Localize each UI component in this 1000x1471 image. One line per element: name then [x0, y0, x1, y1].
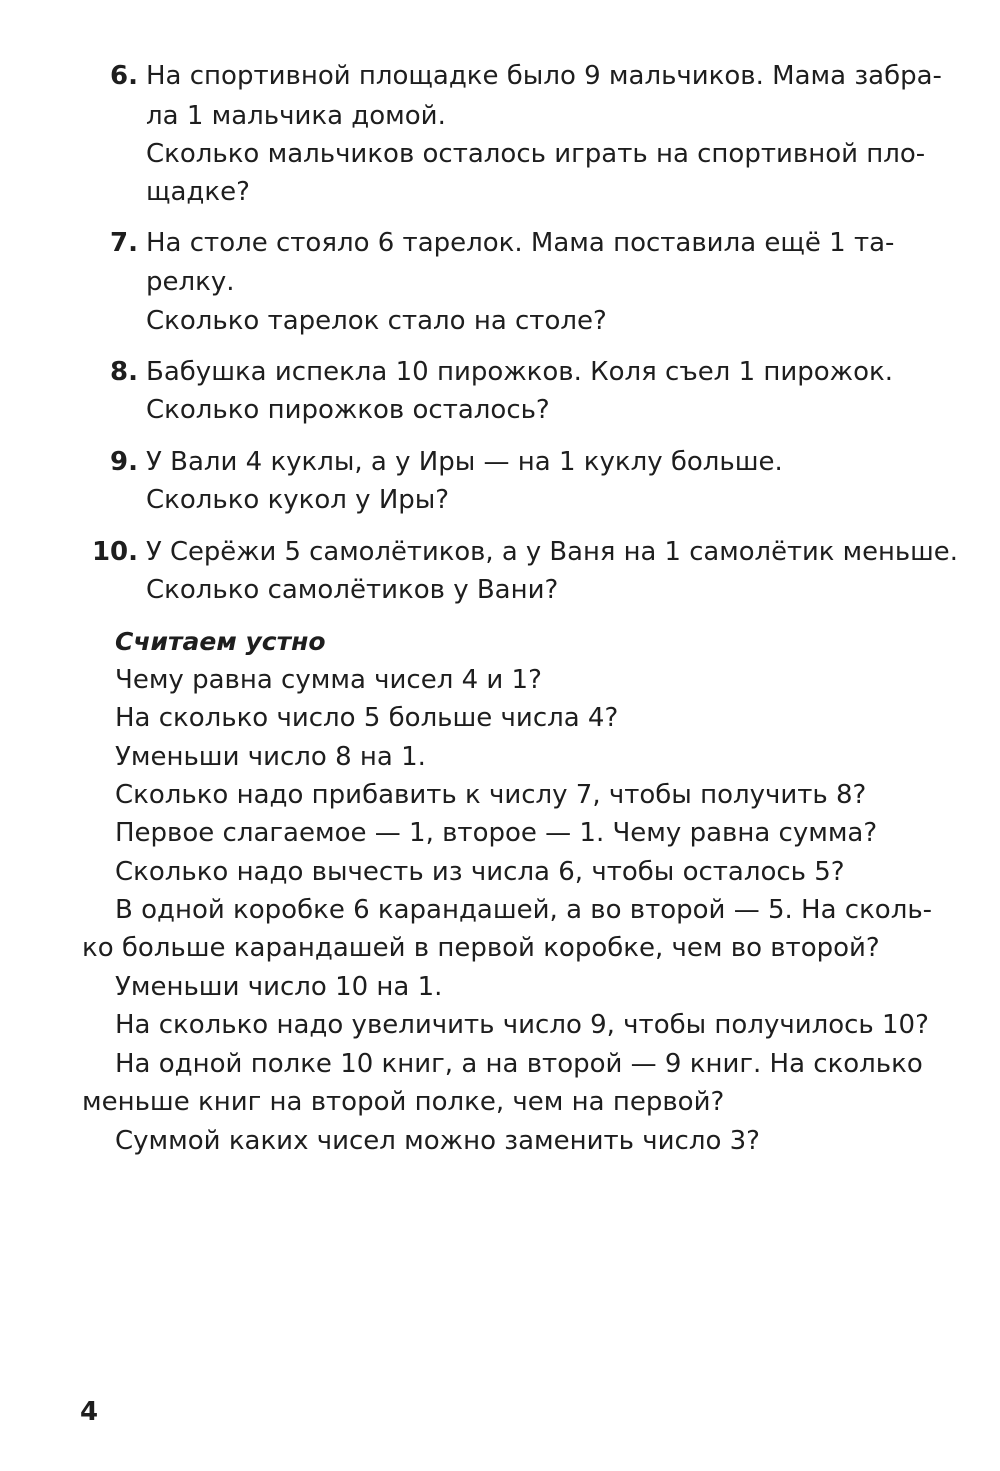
task-number: 6. — [110, 61, 138, 91]
task-line: На столе стояло 6 тарелок. Мама поставила ещё 1 та- — [146, 228, 895, 258]
oral-question-line: В одной коробке 6 карандашей, а во второй — 5. На сколь- — [115, 895, 933, 925]
task-line: У Вали 4 куклы, а у Иры — на 1 куклу больше. — [146, 447, 783, 477]
task-line: релку. — [146, 267, 235, 297]
task-line: ла 1 мальчика домой. — [146, 101, 446, 131]
oral-question-line: ко больше карандашей в первой коробке, чем во второй? — [82, 933, 880, 963]
oral-question-line: Суммой каких чисел можно заменить число 3? — [115, 1126, 760, 1156]
oral-question-line: На сколько число 5 больше числа 4? — [115, 703, 619, 733]
page-number: 4 — [80, 1397, 99, 1427]
task-number: 9. — [110, 447, 138, 477]
oral-question-line: На сколько надо увеличить число 9, чтобы получилось 10? — [115, 1010, 929, 1040]
task-line: Сколько кукол у Иры? — [146, 485, 450, 515]
task-line: щадке? — [146, 177, 250, 207]
oral-question-line: Сколько надо прибавить к числу 7, чтобы получить 8? — [115, 780, 867, 810]
oral-question-line: Сколько надо вычесть из числа 6, чтобы осталось 5? — [115, 857, 845, 887]
task-line: Сколько самолётиков у Вани? — [146, 575, 559, 605]
oral-question-line: Уменьши число 10 на 1. — [115, 972, 443, 1002]
task-line: Бабушка испекла 10 пирожков. Коля съел 1 пирожок. — [146, 357, 893, 387]
oral-question-line: Чему равна сумма чисел 4 и 1? — [115, 665, 542, 695]
oral-question-line: На одной полке 10 книг, а на второй — 9 книг. На сколько — [115, 1049, 923, 1079]
oral-question-line: меньше книг на второй полке, чем на первой? — [82, 1087, 725, 1117]
task-number: 7. — [110, 228, 138, 258]
task-line: Сколько тарелок стало на столе? — [146, 306, 607, 336]
task-number: 8. — [110, 357, 138, 387]
oral-question-line: Первое слагаемое — 1, второе — 1. Чему равна сумма? — [115, 818, 878, 848]
task-line: У Серёжи 5 самолётиков, а у Ваня на 1 самолётик меньше. — [146, 537, 958, 567]
task-line: Сколько пирожков осталось? — [146, 395, 550, 425]
task-line: На спортивной площадке было 9 мальчиков. Мама забра- — [146, 61, 942, 91]
oral-question-line: Уменьши число 8 на 1. — [115, 742, 426, 772]
task-number: 10. — [91, 537, 138, 567]
task-line: Сколько мальчиков осталось играть на спортивной пло- — [146, 139, 926, 169]
section-heading: Считаем устно — [115, 627, 326, 656]
